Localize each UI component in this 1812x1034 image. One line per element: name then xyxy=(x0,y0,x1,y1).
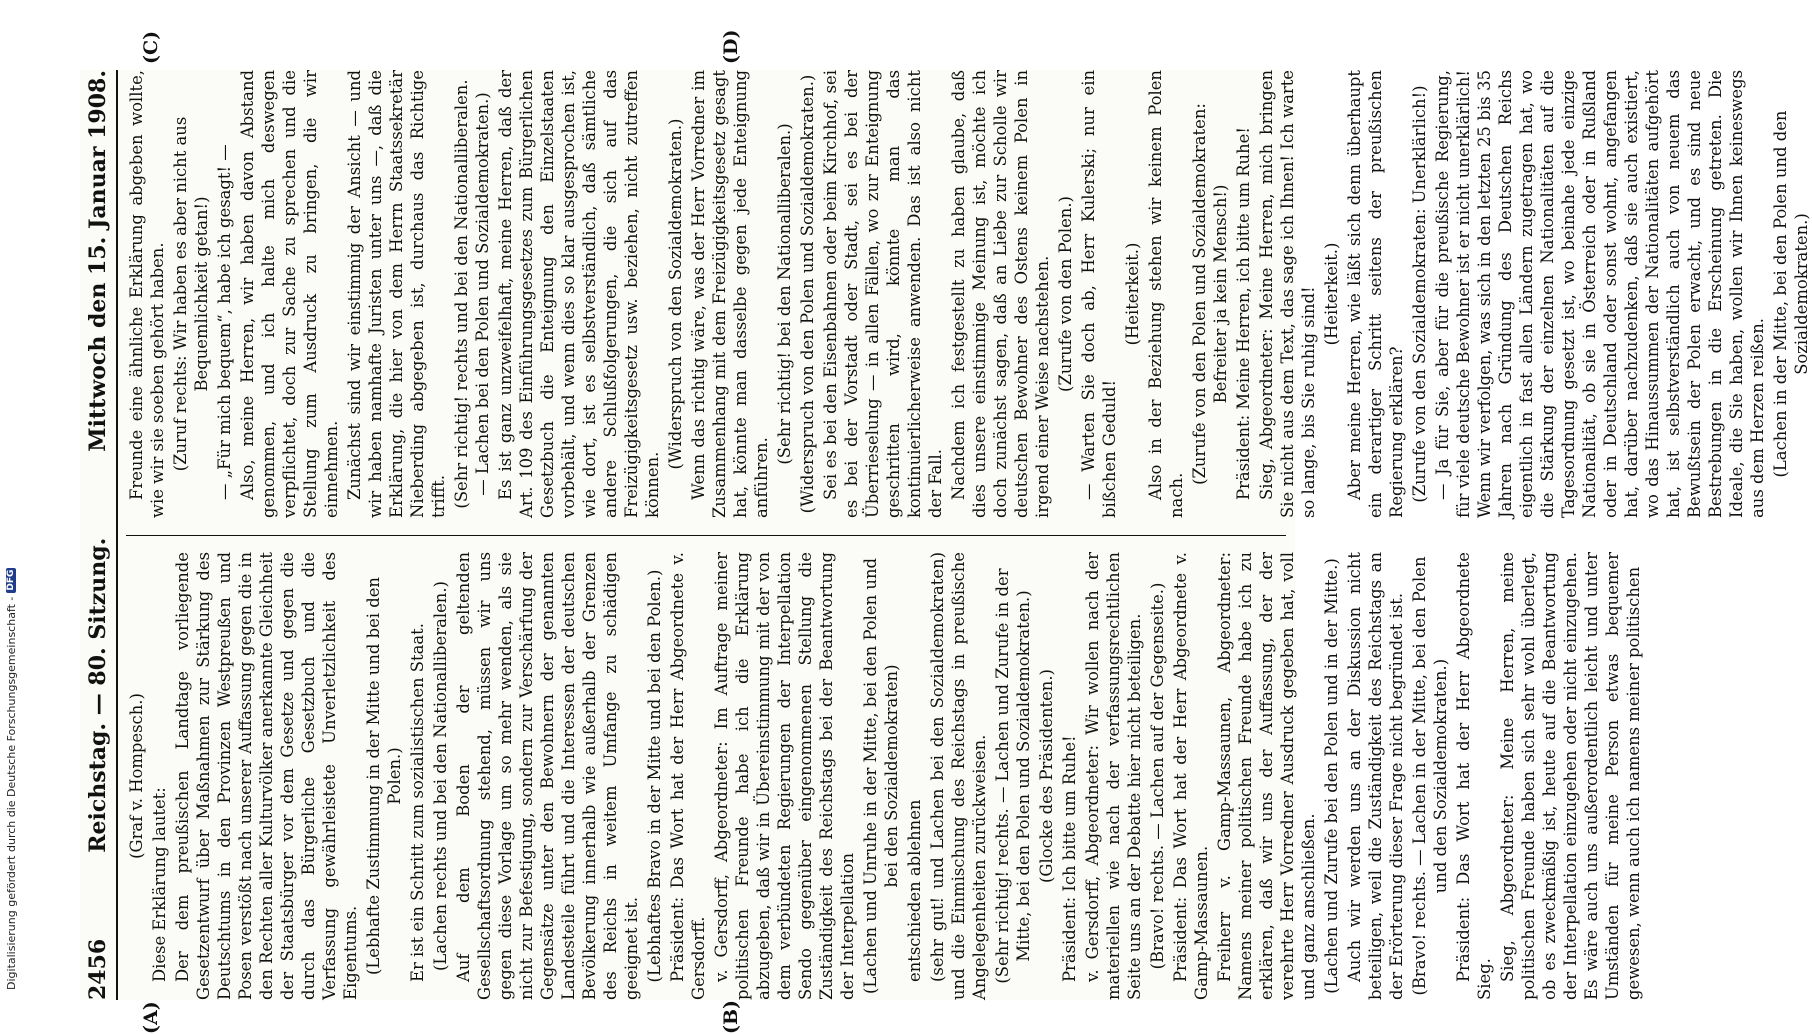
paragraph: v. Gersdorff, Abgeordneter: Im Auftrage meiner politischen Freunde habe ich die Erklärung abzugeben, daß wir in Übereinstimmung mit der von dem verbündeten Regierungen der Interpellation Sendo gegenüber eingenommenen Stellung die Zuständigkeit des Reichstags bei der Beantwortung der Interpellation xyxy=(712,552,857,1000)
paragraph: Freunde eine ähnliche Erklärung abgeben wollte, wie wir sie soeben gehört haben. xyxy=(127,70,167,518)
paragraph: (Graf v. Hompesch.) xyxy=(127,693,146,859)
paragraph: (Heiterkeit.) xyxy=(1322,242,1341,346)
paragraph: (Lebhafte Zustimmung in der Mitte und bei den Polen.) xyxy=(364,577,404,976)
paragraph: Auch wir werden uns an der Diskussion nicht beteiligen, weil die Zuständigkeit des Reichstags an der Erörterung dieser Frage nicht begründet ist. xyxy=(1345,552,1406,1000)
session-title: Reichstag. — 80. Sitzung. xyxy=(85,537,111,853)
paragraph: (Zurufe von den Polen.) xyxy=(1056,196,1075,392)
paragraph: Diese Erklärung lautet: xyxy=(150,787,169,982)
paragraph: Es ist ganz unzweifelhaft, meine Herren, daß der Art. 109 des Einführungsgesetzes zum Bürgerlichen Gesetzbuch die Enteignung den Einzelstaaten vorbehält, und wenn dies so klar ausgesprochen ist, wie dort, ist es selbstverständlich, daß sämtliche andere Schlußfolgerungen, die sich auf das Freizügigkeitsgesetz usw. beziehen, nicht zutreffen können. xyxy=(496,70,662,518)
paragraph: — Ja für Sie, aber für die preußische Regierung, für viele deutsche Bewohner ist er nicht unerklärlich! Wenn wir verfolgen, was sich in den letzten 25 bis 35 Jahren nach Gründung des Deutschen Reichs eigentlich in fast allen Ländern zugetragen hat, wo die Stärkung der einzelnen Nationalitäten auf die Tagesordnung gesetzt ist, wo beinahe jede einzige Nationalität, ob sie in Österreich oder in Rußland oder in Deutschland oder sonst wohnt, angefangen hat, darüber nachzudenken, daß sie auch existiert, wo das Hinaussummen der Nationalitäten aufgehört hat, ist selbstverständlich auch von neuem das Bewußtsein der Polen erwacht, und es sind neue Bestrebungen in die Erscheinung getreten. Die Ideale, die Sie haben, wollen wir Ihnen keineswegs aus dem Herzen reißen. xyxy=(1433,70,1767,518)
paragraph: (Lachen in der Mitte, bei den Polen und den Sozialdemokraten.) xyxy=(1771,110,1811,478)
paragraph: Sieg, Abgeordneter: Meine Herren, meine politischen Freunde haben sich sehr wohl überlegt, ob es zweckmäßig ist, heute auf die Beantwortung der Interpellation einzugehen oder nicht einzugehen. Es wäre auch uns außerordentlich leicht und unter Umständen für meine Person etwas bequemer gewesen, wenn auch ich namens meiner politischen xyxy=(1498,552,1643,1000)
column-divider xyxy=(126,535,1286,536)
paragraph: Präsident: Meine Herren, ich bitte um Ruhe! xyxy=(1234,127,1253,500)
paragraph: (Heiterkeit.) xyxy=(1123,242,1142,346)
page-header xyxy=(80,70,118,1000)
session-date: Mittwoch den 15. Januar 1908. xyxy=(85,70,111,452)
paragraph: (Lachen und Zurufe bei den Polen und in der Mitte.) xyxy=(1322,558,1341,994)
paragraph: — „Für mich bequem“, habe ich gesagt! — xyxy=(215,144,234,500)
margin-mark-d: (D) xyxy=(720,29,742,64)
rotated-page xyxy=(80,29,1811,1034)
paragraph: (sehr gut! und Lachen bei den Sozialdemokraten) und die Einmischung des Reichstags in preußische Angelegenheiten zurückweisen. xyxy=(928,552,989,1000)
paragraph: (Lebhaftes Bravo in der Mitte und bei den Polen.) xyxy=(645,569,664,983)
paragraph: Freiherr v. Gamp-Massaunen, Abgeordneter: Namens meiner politischen Freunde habe ich zu erklären, daß wir uns der Auffassung, der der verehrte Herr Vorredner Ausdruck gegeben hat, voll und ganz anschließen. xyxy=(1215,552,1318,1000)
paragraph: (Lachen und Unruhe in der Mitte, bei den Polen und bei den Sozialdemokraten) xyxy=(861,558,901,995)
left-column xyxy=(126,552,1643,1000)
paragraph: (Widerspruch von den Sozialdemokraten.) xyxy=(666,118,685,470)
page-number: 2456 xyxy=(85,938,111,1000)
footer-text: Digitalisierung gefördert durch die Deutsche Forschungsgemeinschaft - xyxy=(4,596,18,990)
paragraph: Also, meine Herren, wir haben davon Abstand genommen, und ich halte mich deswegen verpflichtet, doch zur Sache zu sprechen und die Stellung zum Ausdruck zu bringen, die wir einnehmen. xyxy=(238,70,341,518)
paragraph: Aber meine Herren, wie läßt sich denn überhaupt ein derartiger Schritt seitens der preußischen Regierung erklären? xyxy=(1345,70,1406,518)
paragraph: Präsident: Ich bitte um Ruhe! xyxy=(1060,735,1079,982)
margin-mark-c: (C) xyxy=(140,30,162,64)
paragraph: — Warten Sie doch ab, Herr Kulerski; nur ein bißchen Geduld! xyxy=(1079,70,1119,518)
paragraph: Präsident: Das Wort hat der Herr Abgeordnete v. Gersdorff. xyxy=(668,552,708,1000)
paragraph: Präsident: Das Wort hat der Herr Abgeordnete v. Gamp-Massaunen. xyxy=(1171,552,1211,1000)
margin-mark-b: (B) xyxy=(720,999,742,1034)
paragraph: Wenn das richtig wäre, was der Herr Vorredner im Zusammenhang mit dem Freizügigkeitsgesetz gesagt hat, könnte man dasselbe gegen jede Enteignung anführen. xyxy=(689,70,771,518)
paragraph: Sieg, Abgeordneter: Meine Herren, mich bringen Sie nicht aus dem Text, das sage ich Ihnen! Ich warte so lange, bis Sie ruhig sind! xyxy=(1257,70,1318,518)
paragraph: v. Gersdorff, Abgeordneter: Wir wollen nach der materiellen wie nach der verfassungsrechtlichen Seite uns an der Debatte hier nicht beteiligen. xyxy=(1083,552,1144,1000)
paragraph: (Bravo! rechts. — Lachen in der Mitte, bei den Polen und den Sozialdemokraten.) xyxy=(1410,556,1450,996)
paragraph: Zunächst sind wir einstimmig der Ansicht — und wir haben namhafte Juristen unter uns —, daß die Erklärung, die hier von dem Herrn Staatssekretär Nieberding abgegeben ist, durchaus das Richtige trifft. xyxy=(345,70,448,518)
digitization-footer xyxy=(4,0,18,990)
paragraph: Auf dem Boden der geltenden Gesellschaftsordnung stehend, müssen wir uns gegen diese Vorlage um so mehr wenden, als sie nicht zur Befestigung, sondern zur Verschärfung der Gegensätze unter den Bewohnern der genannten Landesteile führt und die Interessen der deutschen Bevölkerung innerhalb wie außerhalb der Grenzen des Reichs in weitem Umfange zu schädigen geeignet ist. xyxy=(454,552,641,1000)
paragraph: (Zurufe von den Polen und Sozialdemokraten: Befreiter ja kein Mensch!) xyxy=(1190,103,1230,485)
paragraph: (Zuruf rechts: Wir haben es aber nicht aus Bequemlichkeit getan!) xyxy=(171,116,211,472)
paragraph: Also in der Beziehung stehen wir keinem Polen nach. xyxy=(1146,70,1186,518)
paragraph: Der dem preußischen Landtage vorliegende Gesetzentwurf über Maßnahmen zur Stärkung des Deutschtums in den Provinzen Westpreußen und Posen verstößt nach unserer Auffassung gegen die in den Rechten aller Kulturvölker anerkannte Gleichheit der Staatsbürger vor dem Gesetze und gegen die durch das Bürgerliche Gesetzbuch und die Verfassung gewährleistete Unverletzlichkeit des Eigentums. xyxy=(173,552,360,1000)
paragraph: Nachdem ich festgestellt zu haben glaube, daß dies unsere einstimmige Meinung ist, möchte ich doch zunächst sagen, daß an Liebe zur Scholle wir deutschen Bewohner des Ostens keinem Polen in irgend einer Weise nachstehen. xyxy=(949,70,1052,518)
paragraph: (Widerspruch von den Polen und Sozialdemokraten.) xyxy=(798,74,817,514)
paragraph: (Bravo! rechts. — Lachen auf der Gegenseite.) xyxy=(1148,582,1167,970)
paragraph: (Sehr richtig! rechts. — Lachen und Zurufe in der Mitte, bei den Polen und Sozialdemokraten.) xyxy=(993,568,1033,984)
paragraph: (Sehr richtig! rechts und bei den Nationalliberalen. — Lachen bei den Polen und Sozialdemokraten.) xyxy=(452,79,492,509)
paragraph: (Glocke des Präsidenten.) xyxy=(1037,669,1056,883)
paragraph: entschieden ablehnen xyxy=(905,799,924,982)
right-column xyxy=(126,70,1811,518)
dfg-logo: DFG xyxy=(6,569,16,591)
paragraph: Er ist ein Schritt zum sozialistischen Staat. xyxy=(408,623,427,982)
paragraph: Sei es bei den Eisenbahnen oder beim Kirchhof, sei es bei der Vorstadt oder Stadt, sei es bei der Überrieselung — in allen Fällen, wo zur Enteignung geschritten wird, könnte man das kontinuierlicherweise anwenden. Das ist also nicht der Fall. xyxy=(821,70,945,518)
margin-mark-a: (A) xyxy=(140,1001,162,1034)
paragraph: Präsident: Das Wort hat der Herr Abgeordnete Sieg. xyxy=(1454,552,1494,1000)
paragraph: (Sehr richtig! bei den Nationalliberalen.) xyxy=(775,123,794,465)
paragraph: (Zurufe von den Sozialdemokraten: Unerklärlich!) xyxy=(1410,85,1429,503)
paragraph: (Lachen rechts und bei den Nationalliberalen.) xyxy=(431,581,450,971)
